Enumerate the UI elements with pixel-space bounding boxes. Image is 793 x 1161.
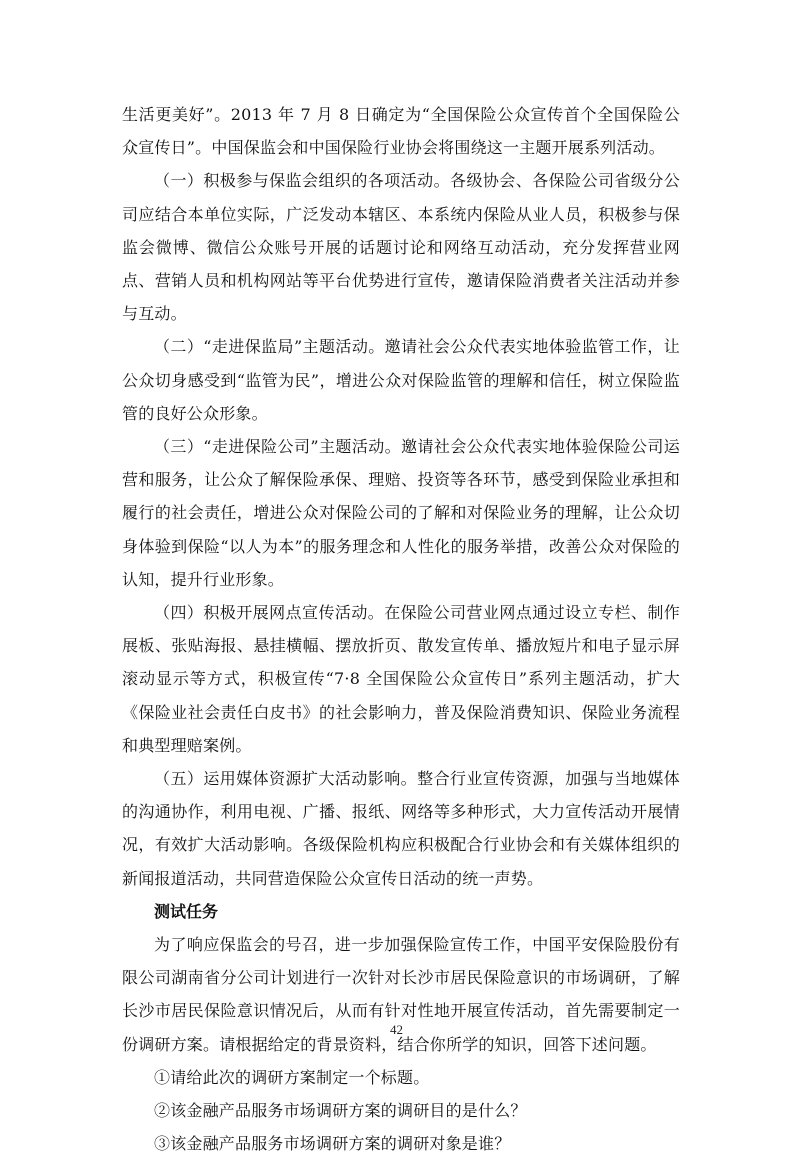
task-heading: 测试任务 — [154, 901, 219, 921]
paragraph-activity-1: （一）积极参与保监会组织的各项活动。各级协会、各保险公司省级分公司应结合本单位实际，广泛发动本辖区、本系统内保险从业人员，积极参与保监会微博、微信公众账号开展的话题讨论和网络互动活动，充分发挥营业网点、营销人员和机构网站等平台优势进行宣传，邀请保险消费者关注活动并参与互动。 — [122, 171, 680, 324]
task-paragraph: 为了响应保监会的号召，进一步加强保险宣传工作，中国平安保险股份有限公司湖南省分公司计划进行一次针对长沙市居民保险意识的市场调研，了解长沙市居民保险意识情况后，从而有针对性地开展宣传活动，首先需要制定一份调研方案。请根据给定的背景资料，结合你所学的知识，回答下述问题。 — [122, 935, 680, 1054]
question-2: ②该金融产品服务市场调研方案的调研目的是什么？ — [154, 1101, 527, 1121]
paragraph-activity-3: （三）“走进保险公司”主题活动。邀请社会公众代表实地体验保险公司运营和服务，让公众了解保险承保、理赔、投资等各环节，感受到保险业承担和履行的社会责任，增进公众对保险公司的了解和对保险业务的理解，让公众切身体验到保险“以人为本”的服务理念和人性化的服务举措，改善公众对保险的认知，提升行业形象。 — [122, 437, 680, 589]
question-3: ③该金融产品服务市场调研方案的调研对象是谁？ — [154, 1134, 511, 1154]
page-number: 42 — [390, 1022, 403, 1037]
paragraph-activity-5: （五）运用媒体资源扩大活动影响。整合行业宣传资源，加强与当地媒体的沟通协作，利用电视、广播、报纸、网络等多种形式，大力宣传活动开展情况，有效扩大活动影响。各级保险机构应积极配合行业协会和有关媒体组织的新闻报道活动，共同营造保险公众宣传日活动的统一声势。 — [122, 769, 680, 888]
document-page — [122, 98, 680, 1161]
paragraph-activity-4: （四）积极开展网点宣传活动。在保险公司营业网点通过设立专栏、制作展板、张贴海报、悬挂横幅、摆放折页、散发宣传单、播放短片和电子显示屏滚动显示等方式，积极宣传“7·8 全国保险公众宣传日”系列主题活动，扩大《保险业社会责任白皮书》的社会影响力，普及保险消费知识、保险业务流程和典型理赔案例。 — [122, 603, 680, 755]
paragraph-activity-2: （二）“走进保监局”主题活动。邀请社会公众代表实地体验监管工作，让公众切身感受到“监管为民”，增进公众对保险监管的理解和信任，树立保险监管的良好公众形象。 — [122, 337, 680, 423]
paragraph-intro-continuation: 生活更美好”。2013 年 7 月 8 日确定为“全国保险公众宣传首个全国保险公众宣传日”。中国保监会和中国保险行业协会将围绕这一主题开展系列活动。 — [122, 105, 680, 158]
question-1: ①请给此次的调研方案制定一个标题。 — [154, 1067, 430, 1087]
